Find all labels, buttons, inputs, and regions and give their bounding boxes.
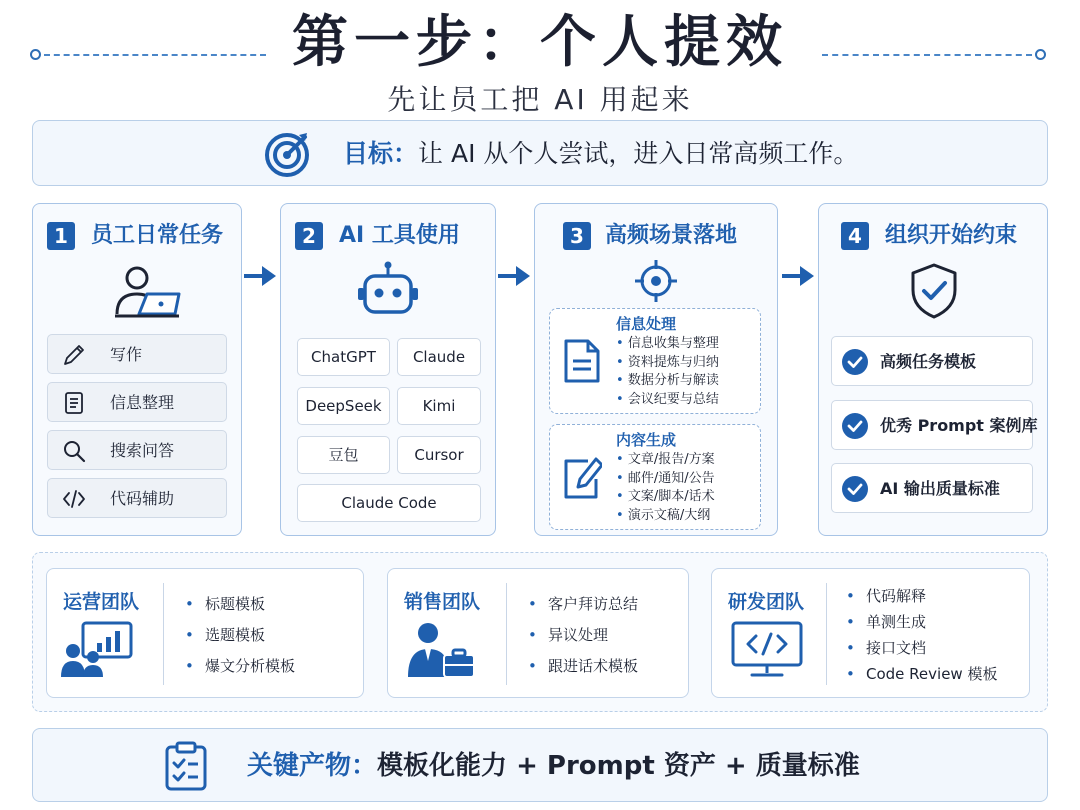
pencil-icon [62,343,86,367]
list-item: • 爆文分析模板 [185,651,295,682]
goal-content: 让 AI 从个人尝试，进入日常高频工作。 [418,139,859,168]
step-card-3 [534,203,778,536]
task-code-assist [47,478,227,518]
step-title: 组织开始约束 [885,223,1018,248]
list-item: • 邮件/通知/公告 [616,470,715,489]
step-title: AI 工具使用 [339,223,460,248]
team-list [528,589,638,682]
step-card-2 [280,203,496,536]
scenario-list [616,451,715,525]
team-chart-icon [59,621,135,679]
team-card-sales [387,568,689,698]
crosshair-icon [633,258,679,304]
scenario-title: 内容生成 [616,431,677,449]
list-item: • 单测生成 [846,609,997,635]
robot-icon [355,260,421,318]
target-icon [263,129,313,179]
scenario-list [616,335,719,409]
step-title: 员工日常任务 [91,223,224,248]
goal-banner [32,120,1048,186]
team-title: 运营团队 [63,591,140,613]
tool-claude: Claude [397,338,481,376]
clipboard-check-icon [163,741,209,791]
outcome-text [247,745,860,787]
task-label: 写作 [110,345,143,364]
list-item: • 接口文档 [846,635,997,661]
list-item: • 选题模板 [185,620,295,651]
arrow-right-icon [496,263,532,289]
team-card-operations [46,568,364,698]
list-item: • 文章/报告/方案 [616,451,715,470]
team-title: 销售团队 [404,591,481,613]
list-item: • 演示文稿/大纲 [616,507,715,526]
team-list [846,583,997,687]
step-number: 4 [841,222,869,250]
constraint-item-templates [831,336,1033,386]
goal-text [343,135,858,173]
list-item: • 异议处理 [528,620,638,651]
constraint-item-quality-standard [831,463,1033,513]
scenario-info-processing [549,308,761,414]
scenario-content-generation [549,424,761,530]
edit-document-icon [562,455,602,499]
team-list [185,589,295,682]
goal-label: 目标： [343,139,419,168]
tool-chatgpt: ChatGPT [297,338,390,376]
outcome-content: 模板化能力 + Prompt 资产 + 质量标准 [377,751,860,781]
team-title: 研发团队 [728,591,805,613]
tool-claude-code: Claude Code [297,484,481,522]
task-search-qa [47,430,227,470]
arrow-right-icon [780,263,816,289]
document-list-icon [62,391,86,415]
document-icon [562,339,602,383]
page-title: 第一步：个人提效 [292,10,788,75]
tool-deepseek: DeepSeek [297,387,390,425]
list-item: • 代码解释 [846,583,997,609]
task-label: 代码辅助 [110,489,175,508]
team-divider [826,583,827,685]
check-circle-icon [842,413,868,439]
code-icon [62,487,86,511]
team-card-rnd [711,568,1030,698]
tool-doubao: 豆包 [297,436,390,474]
task-writing [47,334,227,374]
step-number: 3 [563,222,591,250]
list-item: • Code Review 模板 [846,661,997,687]
step-number: 1 [47,222,75,250]
task-info-organize [47,382,227,422]
tool-kimi: Kimi [397,387,481,425]
search-icon [62,439,86,463]
team-divider [163,583,164,685]
salesperson-icon [406,621,482,679]
list-item: • 数据分析与解读 [616,372,719,391]
outcome-label: 关键产物： [247,751,378,781]
list-item: • 资料提炼与归纳 [616,354,719,373]
arrow-right-icon [242,263,278,289]
person-laptop-icon [109,264,183,320]
monitor-code-icon [730,621,806,679]
constraint-label: 优秀 Prompt 案例库 [880,416,1038,435]
step-card-1 [32,203,242,536]
list-item: • 会议纪要与总结 [616,391,719,410]
scenario-title: 信息处理 [616,315,677,333]
task-label: 信息整理 [110,393,175,412]
team-divider [506,583,507,685]
list-item: • 客户拜访总结 [528,589,638,620]
step-card-4 [818,203,1048,536]
constraint-label: AI 输出质量标准 [880,479,1000,498]
check-circle-icon [842,349,868,375]
list-item: • 信息收集与整理 [616,335,719,354]
outcome-banner [32,728,1048,802]
step-number: 2 [295,222,323,250]
check-circle-icon [842,476,868,502]
task-label: 搜索问答 [110,441,175,460]
list-item: • 标题模板 [185,589,295,620]
list-item: • 文案/脚本/话术 [616,488,715,507]
tool-cursor: Cursor [397,436,481,474]
list-item: • 跟进话术模板 [528,651,638,682]
shield-check-icon [909,262,959,320]
page-subtitle: 先让员工把 AI 用起来 [387,83,693,116]
step-title: 高频场景落地 [605,223,738,248]
constraint-label: 高频任务模板 [880,352,977,371]
constraint-item-prompt-library [831,400,1038,450]
